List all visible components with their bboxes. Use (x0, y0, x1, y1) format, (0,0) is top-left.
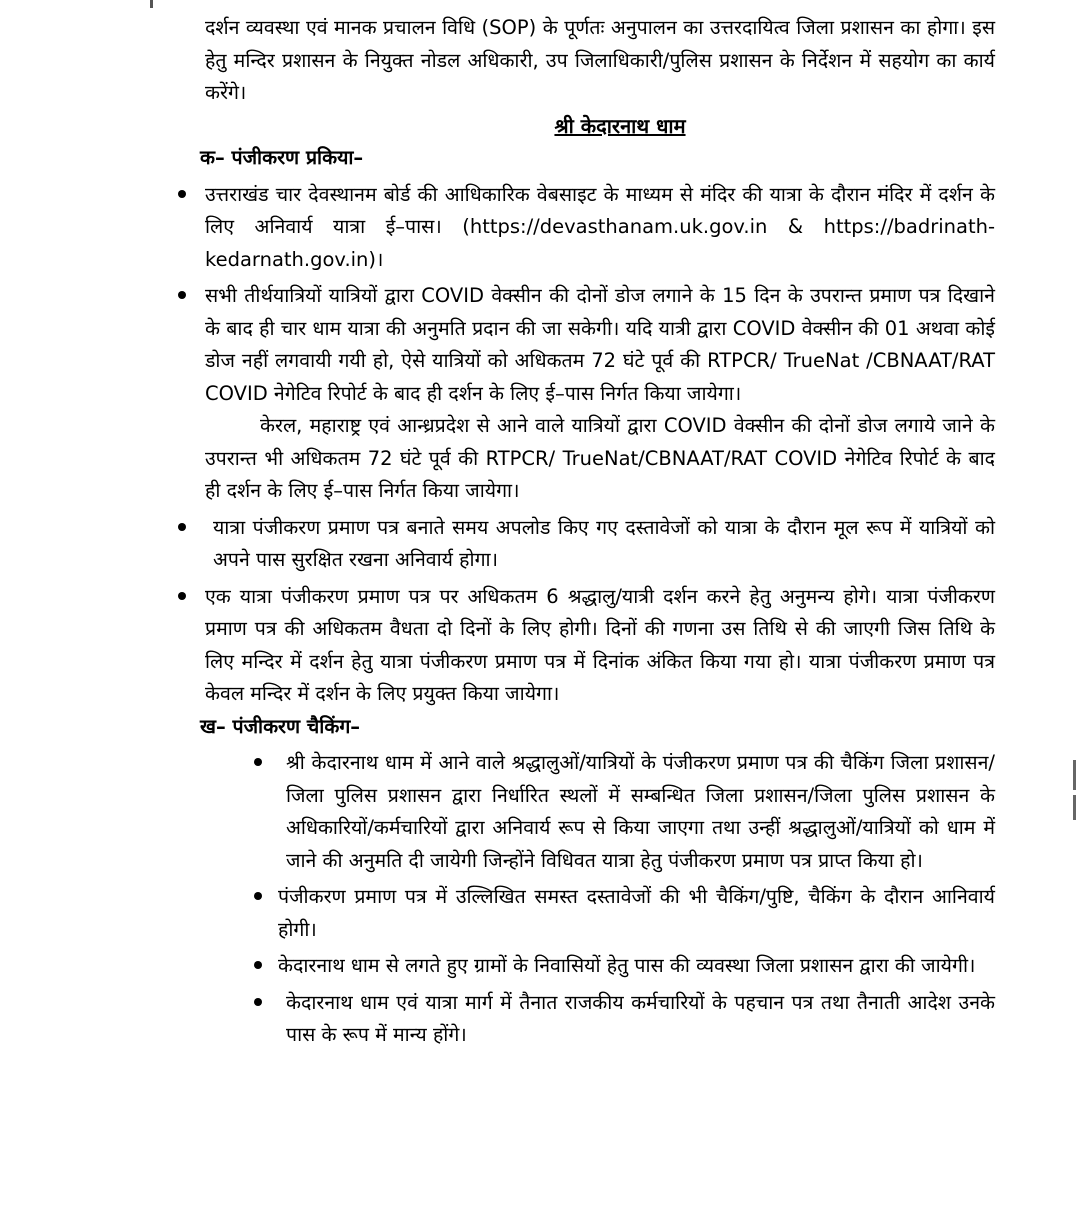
bullet-icon (178, 291, 186, 299)
list-item-text: यात्रा पंजीकरण प्रमाण पत्र बनाते समय अपलोड किए गए दस्तावेजों को यात्रा के दौरान मूल रूप में यात्रियों को अपने पास सुरक्षित रखना अनिवार्य होगा। (213, 515, 995, 571)
list-item (278, 747, 995, 877)
bullet-icon (178, 523, 186, 531)
bullet-icon (178, 592, 186, 600)
list-item-text: केदारनाथ धाम एवं यात्रा मार्ग में तैनात राजकीय कर्मचारियों के पहचान पत्र तथा तैनाती आदेश उनके पास के रूप में मान्य होंगे। (286, 990, 995, 1046)
list-item (278, 881, 995, 946)
list-item-continuation: केरल, महाराष्ट्र एवं आन्ध्रप्रदेश से आने वाले यात्रियों द्वारा COVID वेक्सीन की दोनों डोज लगाये जाने के उपरान्त भी अधिकतम 72 घंटे पूर्व की RTPCR/ TrueNat/CBNAAT/RAT COVID नेगेटिव रिपोर्ट के बाद ही दर्शन के लिए ई–पास निर्गत किया जायेगा। (205, 414, 995, 502)
section-a-title: क– पंजीकरण प्रकिया– (200, 146, 364, 169)
bullet-icon (254, 961, 262, 969)
scan-edge-mark (150, 0, 153, 8)
bullet-icon (254, 998, 262, 1006)
list-item (278, 987, 995, 1052)
list-item (278, 950, 995, 983)
list-item (205, 179, 995, 277)
bullet-icon (254, 892, 262, 900)
list-item-text: उत्तराखंड चार देवस्थानम बोर्ड की आधिकारिक वेबसाइट के माध्यम से मंदिर की यात्रा के दौरान मंदिर में दर्शन के लिए अनिवार्य यात्रा ई–पास। (https://devasthanam.uk.gov.in & https://badrinath-kedarnath.gov.in)। (205, 182, 995, 271)
bullet-icon (178, 190, 186, 198)
list-item-text: पंजीकरण प्रमाण पत्र में उल्लिखित समस्त दस्तावेजों की भी चैकिंग/पुष्टि, चैकिंग के दौरान आनिवार्य होगी। (278, 885, 995, 941)
list-item (205, 280, 995, 508)
page-heading: श्री केदारनाथ धाम (554, 113, 686, 138)
scan-edge-mark (1073, 760, 1076, 790)
scan-edge-mark (1073, 795, 1076, 820)
intro-paragraph: दर्शन व्यवस्था एवं मानक प्रचालन विधि (SOP) के पूर्णतः अनुपालन का उत्तरदायित्व जिला प्रशासन का होगा। इस हेतु मन्दिर प्रशासन के नियुक्त नोडल अधिकारी, उप जिलाधिकारी/पुलिस प्रशासन के निर्देशन में सहयोग का कार्य करेंगे। (205, 16, 995, 104)
list-item-text: एक यात्रा पंजीकरण प्रमाण पत्र पर अधिकतम 6 श्रद्धालु/यात्री दर्शन करने हेतु अनुमन्य होगे। यात्रा पंजीकरण प्रमाण पत्र की अधिकतम वैधता दो दिनों के लिए होगी। दिनों की गणना उस तिथि से की जाएगी जिस तिथि के लिए मन्दिर में दर्शन हेतु यात्रा पंजीकरण प्रमाण पत्र में दिनांक अंकित किया गया हो। यात्रा पंजीकरण प्रमाण पत्र केवल मन्दिर में दर्शन के लिए प्रयुक्त किया जायेगा। (205, 584, 995, 705)
list-item-text: श्री केदारनाथ धाम में आने वाले श्रद्धालुओं/यात्रियों के पंजीकरण प्रमाण पत्र की चैकिंग जिला प्रशासन/जिला पुलिस प्रशासन द्वारा निर्धारित स्थलों में सम्बन्धित जिला प्रशासन/जिला पुलिस प्रशासन के अधिकारियों/कर्मचारियों द्वारा अनिवार्य रूप से किया जाएगा तथा उन्हीं श्रद्धालुओं/यात्रियों को धाम में जाने की अनुमति दी जायेगी जिन्होंने विधिवत यात्रा हेतु पंजीकरण प्रमाण पत्र प्राप्त किया हो। (286, 751, 995, 872)
list-item-text: केदारनाथ धाम से लगते हुए ग्रामों के निवासियों हेतु पास की व्यवस्था जिला प्रशासन द्वारा की जायेगी। (278, 954, 976, 977)
list-item (205, 512, 995, 577)
bullet-icon (254, 758, 262, 766)
section-b-title: ख– पंजीकरण चैकिंग– (200, 714, 361, 738)
section-a-list (205, 179, 995, 711)
document-body (200, 12, 995, 1052)
list-item (205, 581, 995, 711)
section-b-list (278, 747, 995, 1052)
list-item-text: सभी तीर्थयात्रियों यात्रियों द्वारा COVID वेक्सीन की दोनों डोज लगाने के 15 दिन के उपरान्त प्रमाण पत्र दिखाने के बाद ही चार धाम यात्रा की अनुमति प्रदान की जा सकेगी। यदि यात्री द्वारा COVID वेक्सीन की 01 अथवा कोई डोज नहीं लगवायी गयी हो, ऐसे यात्रियों को अधिकतम 72 घंटे पूर्व की RTPCR/ TrueNat /CBNAAT/RAT COVID नेगेटिव रिपोर्ट के बाद ही दर्शन के लिए ई–पास निर्गत किया जायेगा। (205, 284, 995, 405)
